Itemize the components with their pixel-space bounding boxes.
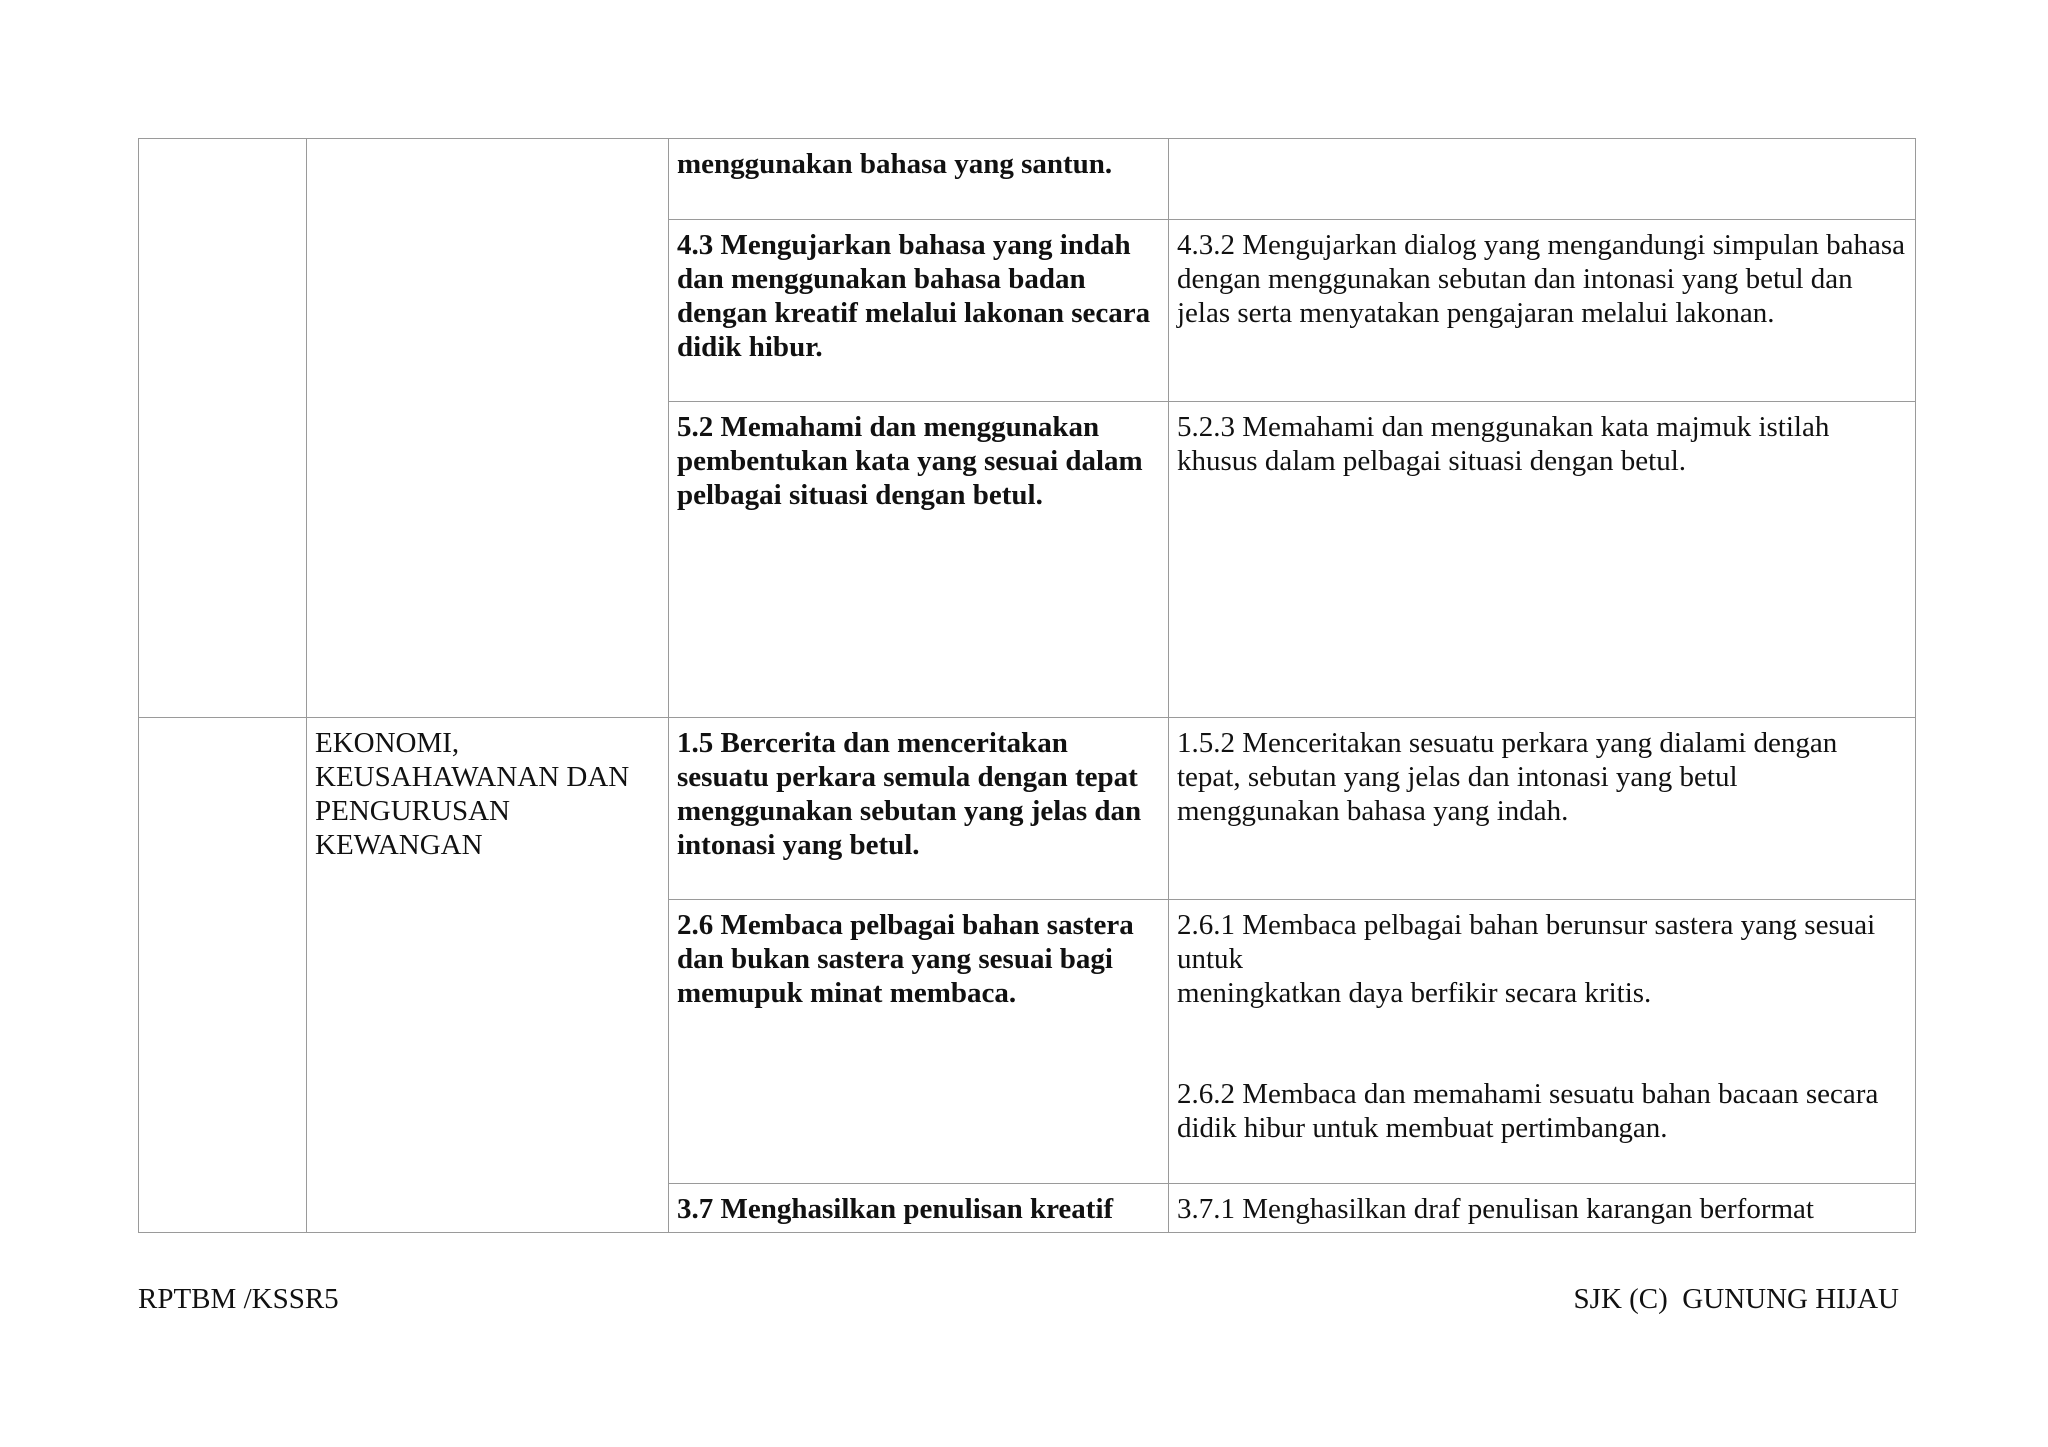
learning-standard-cell: 4.3.2 Mengujarkan dialog yang mengandungi simpulan bahasa dengan menggunakan sebutan dan intonasi yang betul dan jelas serta menyatakan pengajaran melalui lakonan. (1169, 220, 1916, 402)
content-standard-cell: 5.2 Memahami dan menggunakan pembentukan kata yang sesuai dalam pelbagai situasi dengan betul. (669, 402, 1169, 718)
learning-standard-cell: 1.5.2 Menceritakan sesuatu perkara yang dialami dengan tepat, sebutan yang jelas dan intonasi yang betul menggunakan bahasa yang indah. (1169, 718, 1916, 900)
table-row (139, 718, 1916, 900)
lesson-plan-table (138, 138, 1916, 1233)
theme-cell: EKONOMI, KEUSAHAWANAN DAN PENGURUSAN KEWANGAN (307, 718, 669, 1233)
learning-standard-cell (1169, 139, 1916, 220)
table-row (139, 139, 1916, 220)
content-standard-cell: menggunakan bahasa yang santun. (669, 139, 1169, 220)
theme-cell (307, 139, 669, 718)
paragraph-spacer (1177, 1010, 1907, 1077)
week-cell (139, 139, 307, 718)
content-standard-cell: 2.6 Membaca pelbagai bahan sastera dan bukan sastera yang sesuai bagi memupuk minat membaca. (669, 900, 1169, 1184)
learning-standard-text: 2.6.1 Membaca pelbagai bahan berunsur sastera yang sesuai untuk (1177, 909, 1876, 975)
content-standard-cell: 3.7 Menghasilkan penulisan kreatif (669, 1184, 1169, 1233)
learning-standard-cell (1169, 900, 1916, 1184)
content-standard-cell: 1.5 Bercerita dan menceritakan sesuatu perkara semula dengan tepat menggunakan sebutan yang jelas dan intonasi yang betul. (669, 718, 1169, 900)
footer-document-code: RPTBM /KSSR5 (138, 1283, 339, 1315)
week-cell (139, 718, 307, 1233)
learning-standard-cell: 5.2.3 Memahami dan menggunakan kata majmuk istilah khusus dalam pelbagai situasi dengan betul. (1169, 402, 1916, 718)
content-standard-cell: 4.3 Mengujarkan bahasa yang indah dan menggunakan bahasa badan dengan kreatif melalui lakonan secara didik hibur. (669, 220, 1169, 402)
learning-standard-text: meningkatkan daya berfikir secara kritis. (1177, 977, 1652, 1009)
learning-standard-cell: 3.7.1 Menghasilkan draf penulisan karangan berformat (1169, 1184, 1916, 1233)
footer-school-name: SJK (C) GUNUNG HIJAU (1573, 1283, 1899, 1315)
learning-standard-text: 2.6.2 Membaca dan memahami sesuatu bahan bacaan secara didik hibur untuk membuat pertimbangan. (1177, 1078, 1879, 1144)
